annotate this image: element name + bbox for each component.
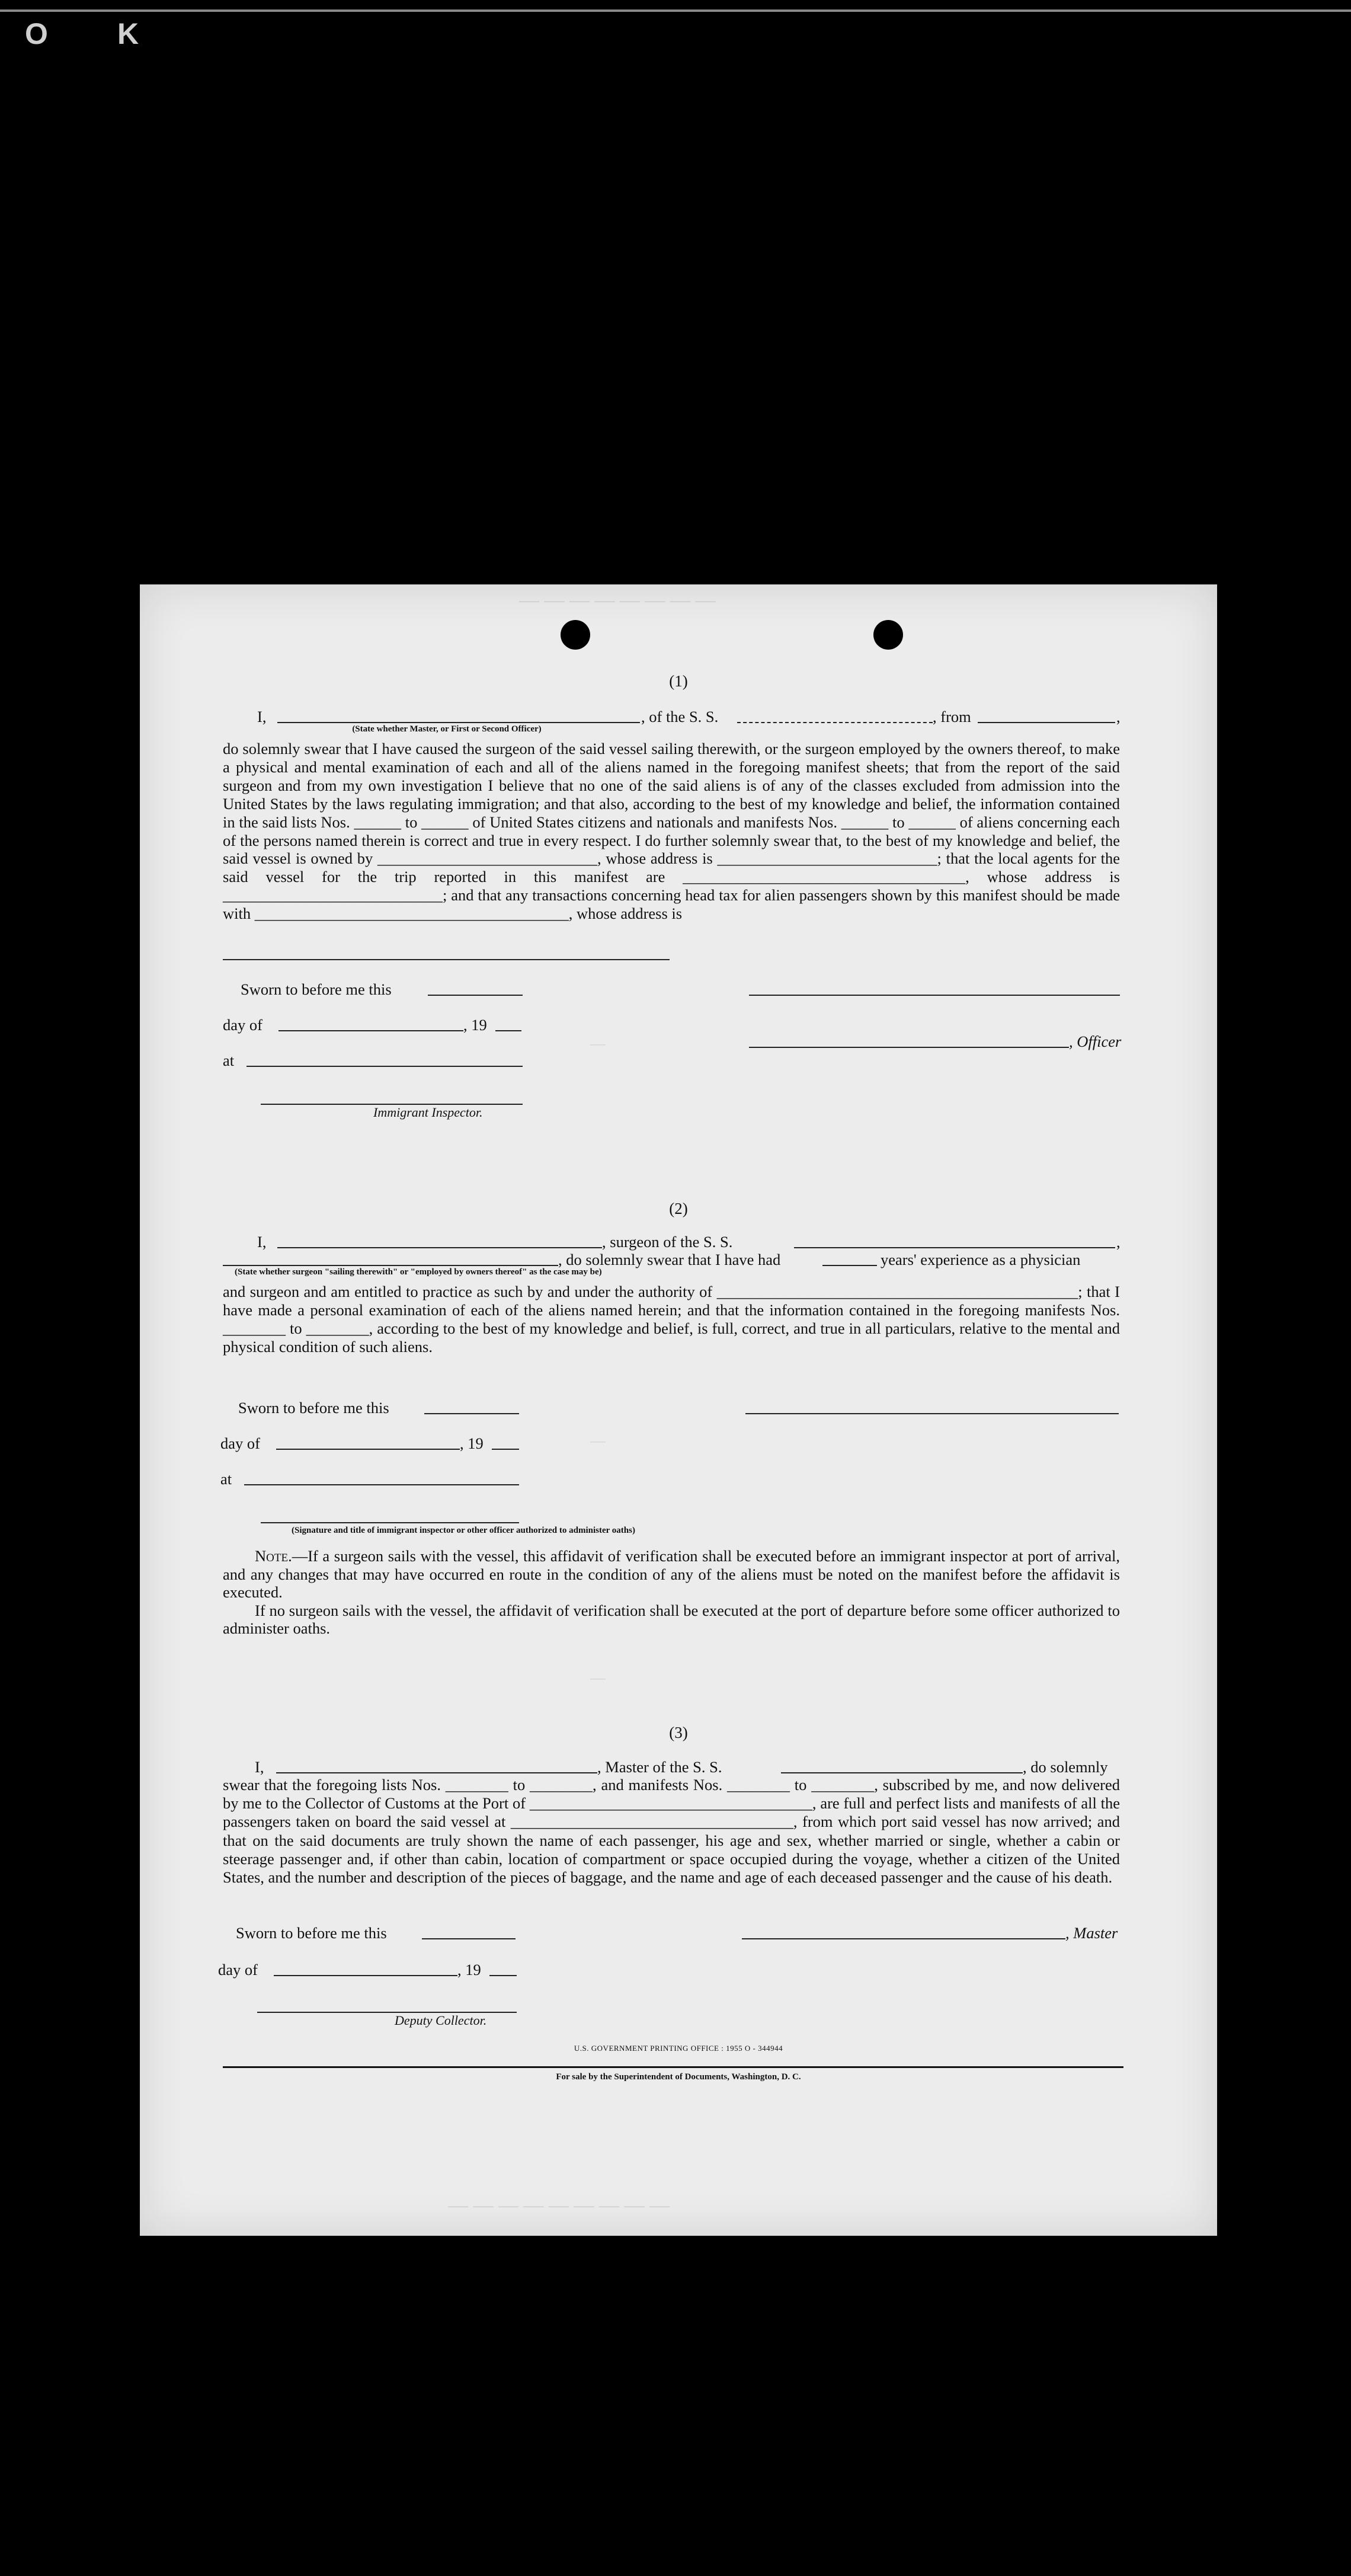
s1-line-end: , xyxy=(1116,708,1121,726)
s2-surgeon-type-line xyxy=(223,1265,558,1266)
section-1-number: (1) xyxy=(669,672,688,690)
s2-sworn-label: Sworn to before me this xyxy=(238,1399,389,1417)
s3-master-of-ss-label: , Master of the S. S. xyxy=(597,1758,722,1776)
s3-month-line xyxy=(274,1975,457,1976)
s3-solemnly-label: , do solemnly xyxy=(1023,1758,1108,1776)
s2-i-label: I, xyxy=(257,1233,267,1251)
for-sale-notice: For sale by the Superintendent of Documents, Washington, D. C. xyxy=(556,2072,801,2082)
s1-oath-text: do solemnly swear that I have caused the surgeon of the said vessel sailing therewith, or the surgeon employed by the owners thereof, to make a physical and mental examination of each and all of the aliens named in the foregoing manifest sheets; that from the report of the said surgeon and from my own investigation I believe that no one of the said aliens is of any of the classes excluded from admission into the United States by the laws regulating immigration; and that also, according to the best of my knowledge and belief, the information contained in the said lists Nos. ______ to ______ of United States citizens and nationals and manifests Nos. ______ to ______ of aliens concerning each of the persons named therein is correct and true in every respect. I do further solemnly swear that, to the best of my knowledge and belief, the said vessel is owned by ____________________________, whose address is ____________________________; that the local agents for the said vessel for the trip reported in this manifest are ____________________________________, whose address is ____________________________; and that any transactions concerning head tax for alien passengers shown by this manifest should be made with ________________________________________, whose address is xyxy=(223,740,1120,923)
film-mark-left: O xyxy=(25,17,48,50)
s2-inspector-signature-line xyxy=(261,1522,519,1523)
s1-year-label: , 19 xyxy=(463,1016,487,1034)
s1-at-place-line xyxy=(246,1066,523,1067)
s2-note-text-1: —If a surgeon sails with the vessel, this affidavit of verification shall be executed before an immigrant inspector at port of arrival, and any changes that may have occurred en route in the condition of any of the aliens must be noted on the manifest before the affidavit is executed. xyxy=(223,1547,1120,1602)
s2-at-place-line xyxy=(244,1484,519,1485)
s2-note-text-2: If no surgeon sails with the vessel, the affidavit of verification shall be executed at the port of departure before some officer authorized to administer oaths. xyxy=(223,1601,1120,1638)
punch-hole-left xyxy=(561,620,590,650)
s3-sworn-label: Sworn to before me this xyxy=(236,1924,387,1942)
s2-swear-label: , do solemnly swear that I have had xyxy=(558,1251,781,1268)
s2-line-end: , xyxy=(1116,1233,1121,1251)
bleed-through: — — — — — — — — xyxy=(519,589,716,611)
section-3-number: (3) xyxy=(669,1724,688,1741)
s2-vessel-name-line xyxy=(794,1247,1115,1248)
s3-year-label: , 19 xyxy=(457,1961,481,1979)
s1-from-label: , from xyxy=(933,708,971,726)
s1-from-port-line xyxy=(978,722,1115,723)
punch-hole-right xyxy=(873,620,903,650)
s2-surgeon-name-line xyxy=(277,1247,602,1248)
s2-note-label: Note. xyxy=(255,1547,292,1565)
s2-signature-line xyxy=(745,1413,1119,1414)
s2-years-line xyxy=(822,1265,877,1266)
s3-master-label: , Master xyxy=(1065,1924,1118,1942)
s2-month-line xyxy=(276,1449,460,1450)
s3-sworn-date-line xyxy=(422,1938,516,1939)
s1-oath-body xyxy=(223,740,1120,923)
s2-day-of-label: day of xyxy=(220,1434,260,1452)
s2-sworn-date-line xyxy=(424,1413,519,1414)
s2-year-line xyxy=(492,1449,519,1450)
s1-i-label: I, xyxy=(257,708,267,726)
s2-at-label: at xyxy=(220,1470,232,1488)
s1-inspector-label: Immigrant Inspector. xyxy=(373,1105,483,1120)
s1-sworn-label: Sworn to before me this xyxy=(241,980,392,998)
s3-master-signature-line xyxy=(742,1938,1065,1939)
s1-officer-title-line xyxy=(749,1047,1069,1048)
s3-oath-text: swear that the foregoing lists Nos. ________ to ________, and manifests Nos. ________ to ________, subscribed by me, and now delivered by me to the Collector of Customs at the Port of ____________________________________, are full and perfect lists and manifests of all the passengers taken on board the said vessel at ____________________________________, from which port said vessel has now arrived; and that on the said documents are truly shown the name of each passenger, his age and sex, whether married or single, whether a cabin or steerage passenger and, if other than cabin, location of compartment or space occupied during the voyage, whether a citizen of the United States, and the number and description of the pieces of baggage, and the name and age of each deceased passenger and the cause of his death. xyxy=(223,1776,1120,1887)
film-edge-line xyxy=(0,9,1351,12)
s2-signature-caption: (Signature and title of immigrant inspector or other officer authorized to administer oaths) xyxy=(292,1526,635,1535)
bleed-through: — xyxy=(590,1035,606,1052)
s1-officer-name-line xyxy=(277,722,640,723)
s1-at-label: at xyxy=(223,1052,235,1069)
film-mark-right: K xyxy=(117,17,139,50)
footer-rule xyxy=(223,2066,1123,2068)
s2-oath-text: and surgeon and am entitled to practice as such by and under the authority of ______________________________________________; that I have made a personal examination of each of the aliens named herein; and that the information contained in the foregoing manifests Nos. ________ to ________, according to the best of my knowledge and belief, is full, correct, and true in all particulars, relative to the mental and physical condition of such aliens. xyxy=(223,1283,1120,1356)
printing-office-imprint: U.S. GOVERNMENT PRINTING OFFICE : 1955 O - 344944 xyxy=(574,2044,783,2053)
s1-year-line xyxy=(495,1030,521,1031)
s3-deputy-label: Deputy Collector. xyxy=(395,2013,487,2028)
bleed-through: — xyxy=(590,1669,606,1686)
s3-year-line xyxy=(489,1975,517,1976)
s1-signature-line xyxy=(749,995,1120,996)
s3-day-of-label: day of xyxy=(218,1961,258,1979)
s1-month-line xyxy=(278,1030,463,1031)
s2-surgeon-caption: (State whether surgeon "sailing therewith" or "employed by owners thereof" as the case may be) xyxy=(235,1267,602,1277)
s3-master-name-line xyxy=(276,1772,597,1773)
s3-oath-body xyxy=(223,1776,1120,1887)
s2-oath-body xyxy=(223,1283,1120,1356)
s2-years-label: years' experience as a physician xyxy=(881,1251,1081,1268)
s2-year-label: , 19 xyxy=(460,1434,484,1452)
section-2-number: (2) xyxy=(669,1200,688,1217)
bleed-through: — — — — — — — — — xyxy=(448,2194,670,2216)
s1-address-line xyxy=(223,959,670,960)
s1-sworn-date-line xyxy=(428,995,523,996)
s1-day-of-label: day of xyxy=(223,1016,262,1034)
s3-i-label: I, xyxy=(255,1758,264,1776)
manifest-form-sheet xyxy=(140,584,1217,2236)
bleed-through: — xyxy=(590,1432,606,1449)
s2-note xyxy=(223,1547,1120,1638)
s1-of-ss-label: , of the S. S. xyxy=(641,708,719,726)
s1-vessel-name-line xyxy=(737,722,933,723)
s3-vessel-name-line xyxy=(781,1772,1023,1773)
s1-master-caption: (State whether Master, or First or Second Officer) xyxy=(352,724,542,734)
s1-officer-label: , Officer xyxy=(1069,1033,1122,1050)
s2-surgeon-of-ss-label: , surgeon of the S. S. xyxy=(602,1233,733,1251)
